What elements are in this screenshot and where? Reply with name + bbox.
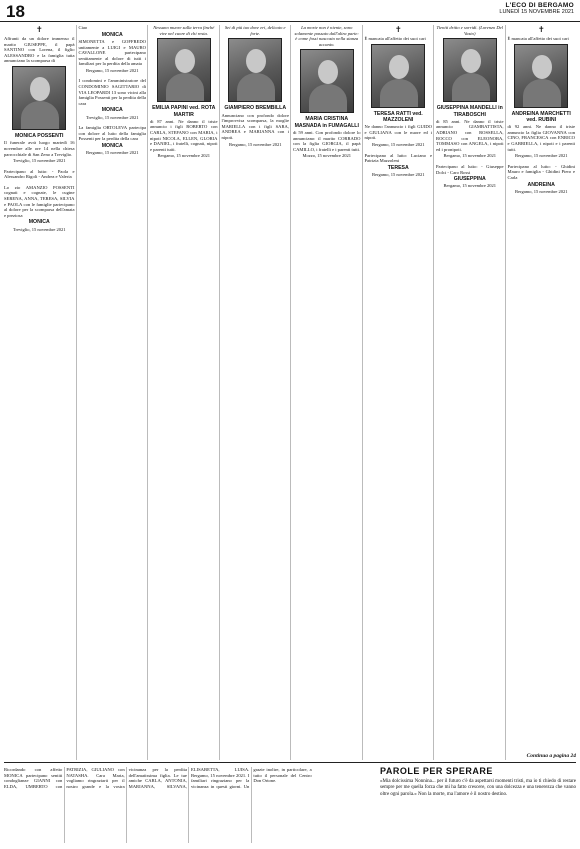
deceased-name: MONICA xyxy=(101,107,123,114)
column-4 xyxy=(219,25,290,760)
deceased-name: ANDREINA xyxy=(527,181,555,188)
notice-text: Ciao xyxy=(78,25,88,30)
notice-closing: Annunciano con profondo dolore l'improvvisa scomparsa, la moglie MARIELLA con i figli SARA, ANDREA e MARIANNA con i nipoti. xyxy=(221,112,289,140)
rubric-title: PAROLE PER SPERARE xyxy=(380,766,493,776)
notice-text: Partecipano al lutto: - Ghidini Mauro e famiglia - Ghidini Piero e Carla xyxy=(507,163,575,180)
obituary-notice xyxy=(150,25,218,161)
notice-closing: di 59 anni. Con profondo dolore lo annunciano: il marito CORRADO con la figlia GIORGIA, il papà CAMILLO, i fratelli e i parenti tutti. xyxy=(293,130,361,152)
place-date: Bergamo, 15 novembre 2021 xyxy=(515,153,568,159)
place-date: Treviglio, 15 novembre 2021 xyxy=(85,114,139,120)
issue-date: LUNEDÌ 15 NOVEMBRE 2021 xyxy=(499,9,574,16)
obituary-notice xyxy=(79,25,147,75)
obituary-columns xyxy=(4,25,576,760)
notice-text: È mancata all'affetto dei suoi cari xyxy=(364,36,426,41)
obituary-notice xyxy=(222,25,290,149)
cross-icon: ✝ xyxy=(394,25,402,34)
place-date: Treviglio, 15 novembre 2021 xyxy=(12,226,66,232)
notice-closing: di 92 anni. Ne danno il triste annuncio la figlia GIOVANNA con CINO, FRANCESCA con ENRICO e GABRIELLA, i nipoti e i parenti tutti. xyxy=(507,124,575,152)
obituary-notice xyxy=(4,169,75,182)
notice-quote: Tieniti dritto e sorridi. (Lorenzo Del Vasto) xyxy=(436,25,503,36)
notice-text: Affranti da un dolore immenso il marito GIUSEPPE, il papà SANTINO con Lorena, il figlio ALESSANDRO e la famiglia tutta annunciano la scomparsa di xyxy=(4,36,75,64)
deceased-name: GIUSEPPINA xyxy=(453,176,486,183)
portrait-photo xyxy=(371,44,425,108)
obituary-notice xyxy=(365,153,433,180)
notice-text: È mancata all'affetto dei suoi cari xyxy=(507,36,569,41)
place-date: Bergamo, 15 novembre 2021 xyxy=(86,67,139,73)
obituary-notice xyxy=(4,26,75,166)
notice-quote: La morte non è niente, sono solamente passato dall'altra parte: è come fossi nascosto nella stanza accanto. xyxy=(294,25,359,47)
column-5 xyxy=(290,25,361,760)
notice-closing: Ne danno l'annuncio i figli GUIDO e GIULIANA con le nuore ed i nipoti. xyxy=(364,124,432,141)
column-2 xyxy=(76,25,147,760)
column-6 xyxy=(362,25,433,760)
notice-text: Lo zio AMANZIO POSSENTI cognati e cognate, le cugine SERENA, ANNA, TERESA, SILVIA e PAOLA con le famiglie partecipano al dolore per la scomparsa dell'amata e preziosa xyxy=(4,184,75,218)
portrait-photo xyxy=(228,38,282,102)
deceased-name: MONICA POSSENTI xyxy=(14,132,64,139)
notice-text: I condomini e l'amministratore del CONDOMINIO SAGITTARIO di VIA LEOPARDI 13 sono vicini alla famiglia Possenti per la perdita della cara xyxy=(78,78,146,106)
cross-icon: ✝ xyxy=(35,25,43,34)
notice-quote: Nessuno muore sulla terra finché vive nel cuore di chi resta. xyxy=(153,25,215,36)
notice-closing: di 87 anni. Ne danno il triste annuncio i figli ROBERTO con CARLA, STEFANO con MARIA, i nipoti NICOLA, ELLEN, GLORIA e DANIEL, i fratelli, cognati, nipoti e parenti tutti. xyxy=(150,118,218,152)
deceased-name: TERESA RATTI ved. MAZZOLENI xyxy=(373,110,423,123)
obituary-notice xyxy=(436,25,504,161)
place-date: Bergamo, 15 novembre 2021 xyxy=(157,153,210,159)
place-date: Bergamo, 15 novembre 2021 xyxy=(229,141,282,147)
obituary-notice xyxy=(436,164,504,191)
deceased-name: TERESA xyxy=(387,164,409,171)
deceased-name: MONICA xyxy=(101,142,123,149)
deceased-name: GIUSEPPINA MANDELLI in TIRABOSCHI xyxy=(436,105,503,118)
page-footer xyxy=(4,753,576,846)
notice-quote: Sei di più tuo dove eri, delicato e forte. xyxy=(224,25,286,36)
place-date: Bergamo, 15 novembre 2021 xyxy=(443,183,496,189)
place-date: Bergamo, 15 novembre 2021 xyxy=(372,142,425,148)
deceased-name: EMILIA PAPINI ved. ROTA MARTIR xyxy=(152,105,216,118)
column-3 xyxy=(147,25,218,760)
page-number: 18 xyxy=(6,2,25,21)
continue-note: Continua a pagina 24 xyxy=(526,753,576,759)
place-date: Mozzo, 15 novembre 2021 xyxy=(302,153,351,159)
footer-notices: Ricordando con affetto MONICA partecipano sentiti condoglianze GIANNI con ELDA, UMBERTO con PATRIZIA, GIULIANO con NATASHA. Cara Maria, vogliamo ringraziarti per il nostro grande e la vostra vicinanza per la perdita dell'amatissima figlia. Le tue amiche CARLA, ANTONIA, MARIANNA, SILVANA, ELISABETTA, LUISA. Bergamo, 15 novembre 2021. I familiari ringraziano per la vicinanza in questi giorni. Un grazie inoltre, in particolare, a tutto il personale del Centro Don Orione. xyxy=(4,767,312,789)
obituary-notice xyxy=(4,185,75,234)
masthead xyxy=(499,2,574,16)
notice-text: Partecipano al lutto: - Giuseppe Dolci - Caro Rossi xyxy=(436,163,504,175)
newspaper-name: L'ECO DI BERGAMO xyxy=(505,2,574,9)
obituary-notice xyxy=(365,26,433,150)
portrait-photo xyxy=(157,38,211,102)
portrait-photo xyxy=(300,49,354,113)
place-date: Treviglio, 15 novembre 2021 xyxy=(12,158,66,164)
place-date: Bergamo, 15 novembre 2021 xyxy=(515,188,568,194)
cross-icon: ✝ xyxy=(537,25,545,34)
obituary-notice xyxy=(79,125,147,158)
notice-closing: Il funerale avrà luogo martedì 16 novembre alle ore 14 nella chiesa parrocchiale di San Zeno a Treviglio. xyxy=(4,140,75,157)
deceased-name: MONICA xyxy=(28,219,50,226)
portrait-photo xyxy=(443,38,497,102)
notice-text: Partecipano al lutto: Luciano e Patrizia Mazzoleni xyxy=(364,152,432,164)
obituary-notice xyxy=(79,78,147,122)
portrait-photo xyxy=(514,44,568,108)
obituary-notice xyxy=(508,164,576,197)
deceased-name: MONICA xyxy=(101,31,123,38)
column-8 xyxy=(505,25,576,760)
obituary-notice xyxy=(508,26,576,161)
page-header xyxy=(0,0,580,22)
deceased-name: ANDREINA MARCHETTI ved. RUBINI xyxy=(511,110,571,123)
deceased-name: GIAMPIERO BREMBILLA xyxy=(224,105,287,112)
notice-closing: SIMONETTA e GOFFREDO unitamente a LUIGI e MAURO CAVALLONE partecipano sentitamente al dolore di tutti i familiari per la perdita della amata xyxy=(78,38,146,67)
place-date: Bergamo, 15 novembre 2021 xyxy=(443,153,496,159)
notice-closing: di 85 anni. Ne danno il triste annuncio GIAMBATTISTA, ADRIANO con ROSSELLA, ROCCO con ELEONORA, TOMMASO con ANGELA, i nipoti ed i pronipoti. xyxy=(436,118,504,152)
portrait-photo xyxy=(12,66,66,130)
place-date: Bergamo, 15 novembre 2021 xyxy=(372,172,425,178)
notice-text: Partecipano al lutto: - Paola e Alessandro Rigoli - Andrea e Valeria xyxy=(4,168,75,180)
rubric-text: «Mia dolcissima Nonnina... per il futuro c'è da aspettarsi momenti tristi, ma io ti chiedo di restare sempre per me quella forza che mi ha fatto crescere, con una dolcezza e una tenerezza che vanno oltre ogni parola.» Non la morte, ma l'amore è il nostro destino. xyxy=(380,779,576,797)
deceased-name: MARIA CRISTINA MASNADA in FUMAGALLI xyxy=(294,116,359,129)
obituary-notice xyxy=(293,25,361,161)
column-1 xyxy=(4,25,75,760)
notice-text: La famiglia ORTOLEVA partecipa con dolore al lutto della famiglia Possenti per la perdita della cara xyxy=(78,125,146,142)
column-7 xyxy=(433,25,504,760)
place-date: Bergamo, 15 novembre 2021 xyxy=(86,150,139,156)
